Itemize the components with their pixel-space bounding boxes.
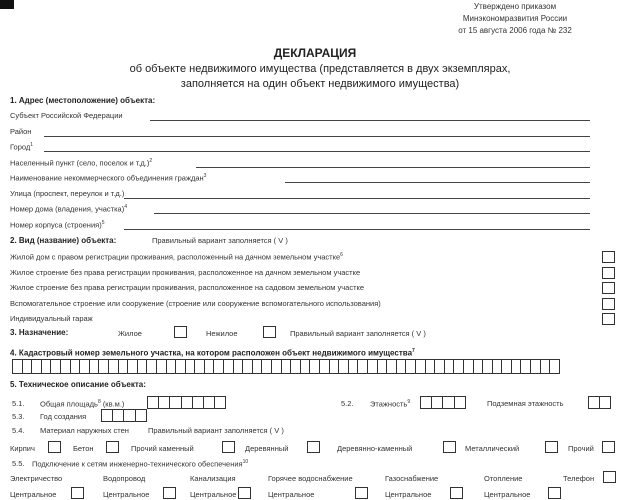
address-field-text: Номер корпуса (строения) <box>10 220 102 229</box>
r54-hint: Правильный вариант заполняется ( V ) <box>148 426 284 435</box>
wall-material-label: Деревянный <box>245 444 289 453</box>
utility-central-label: Центральное <box>484 490 531 499</box>
utility-label: Канализация <box>190 474 236 483</box>
r53-label: Год создания <box>40 412 87 421</box>
section4-sup: 7 <box>412 348 415 354</box>
address-input-line[interactable] <box>44 151 590 152</box>
object-type-option-text: Жилой дом с правом регистрации проживания, расположенный на дачном земельном участке <box>10 252 341 262</box>
r51-sup: 8 <box>97 399 101 405</box>
address-input-line[interactable] <box>44 136 590 137</box>
address-input-line[interactable] <box>124 229 590 230</box>
address-input-line[interactable] <box>124 198 590 199</box>
section4-heading <box>10 348 415 358</box>
object-type-option-text: Индивидуальный гараж <box>10 314 93 323</box>
document-subtitle <box>40 62 600 92</box>
address-field-label <box>10 127 31 136</box>
utility-central-label: Центральное <box>385 490 432 499</box>
address-field-label <box>10 158 152 168</box>
address-field-text: Район <box>10 126 32 136</box>
wall-material-label: Бетон <box>73 444 94 453</box>
r55-label <box>32 459 248 469</box>
utility-label: Водопровод <box>103 474 146 483</box>
r52-label-text: Этажность <box>370 399 408 409</box>
section3-hint: Правильный вариант заполняется ( V ) <box>290 329 426 338</box>
object-type-option-text: Жилое строение без права регистрации проживания, расположенное на садовом земельном участке <box>10 283 365 292</box>
address-field-sup: 4 <box>124 204 128 210</box>
document-title: ДЕКЛАРАЦИЯ <box>273 46 357 60</box>
address-field-label <box>10 173 206 183</box>
total-area-field[interactable] <box>147 396 225 409</box>
approval-line: от 15 августа 2006 года № 232 <box>458 26 572 35</box>
purpose-residential-label: Жилое <box>118 329 142 338</box>
utility-label: Электричество <box>10 474 63 483</box>
utility-phone-checkbox[interactable] <box>603 471 616 483</box>
r51-number: 5.1. <box>12 399 25 408</box>
utility-central-checkbox[interactable] <box>548 487 561 499</box>
corner-mark <box>0 0 14 9</box>
wall-material-label: Прочий каменный <box>131 444 194 453</box>
address-field-label <box>10 189 124 198</box>
object-type-checkbox[interactable] <box>602 251 615 263</box>
object-type-option-label <box>10 252 343 262</box>
utility-label: Газоснабжение <box>385 474 439 483</box>
section4-text: 4. Кадастровый номер земельного участка, на котором расположен объект недвижимого имущества <box>10 348 413 358</box>
wall-material-label: Прочий <box>568 444 594 453</box>
address-input-line[interactable] <box>150 120 590 121</box>
utility-label: Отопление <box>484 474 523 483</box>
address-field-sup: 2 <box>149 157 153 164</box>
utility-central-label: Центральное <box>268 490 315 499</box>
r51-label <box>40 399 124 409</box>
r54-number: 5.4. <box>12 426 25 435</box>
utility-central-checkbox[interactable] <box>163 487 176 499</box>
r51-label-text: Общая площадь <box>40 399 98 409</box>
input-cell[interactable] <box>135 409 147 422</box>
wall-material-label: Кирпич <box>10 444 35 453</box>
address-field-label <box>10 220 104 230</box>
utility-central-checkbox[interactable] <box>355 487 368 499</box>
address-input-line[interactable] <box>285 182 590 183</box>
address-field-text: Номер дома (владения, участка) <box>10 204 125 214</box>
section5-heading: 5. Техническое описание объекта: <box>10 380 146 389</box>
floors-field[interactable] <box>420 396 465 409</box>
section2-hint: Правильный вариант заполняется ( V ) <box>152 236 288 245</box>
object-type-option-label <box>10 299 381 308</box>
address-field-text: Субъект Российской Федерации <box>10 111 123 120</box>
cadastral-number-field[interactable] <box>12 359 559 374</box>
input-cell[interactable] <box>214 396 226 409</box>
address-field-text: Улица (проспект, переулок и т.д.) <box>10 188 125 198</box>
object-type-checkbox[interactable] <box>602 267 615 279</box>
address-field-label <box>10 142 33 152</box>
approval-line: Минэкономразвития России <box>462 14 568 23</box>
purpose-nonresidential-label: Нежилое <box>206 329 238 338</box>
address-field-sup: 5 <box>101 219 105 226</box>
year-created-field[interactable] <box>101 409 146 422</box>
input-cell[interactable] <box>454 396 466 409</box>
r52-label <box>370 399 410 409</box>
utility-central-label: Центральное <box>10 490 57 499</box>
input-cell[interactable] <box>599 396 611 409</box>
r54-label: Материал наружных стен <box>40 426 129 435</box>
address-field-text: Город <box>10 142 31 152</box>
subtitle-line: заполняется на один объект недвижимого имущества) <box>180 78 460 90</box>
utility-central-checkbox[interactable] <box>450 487 463 499</box>
address-field-sup: 3 <box>203 173 207 179</box>
r52-number: 5.2. <box>341 399 354 408</box>
r55-label-text: Подключение к сетям инженерно-технического обеспечения <box>32 459 243 469</box>
approval-stamp <box>440 1 590 37</box>
object-type-option-label <box>10 314 93 323</box>
object-type-checkbox[interactable] <box>602 282 615 294</box>
wall-material-checkbox[interactable] <box>307 441 320 453</box>
section1-heading: 1. Адрес (местоположение) объекта: <box>10 96 156 105</box>
address-field-text: Наименование некоммерческого объединения граждан <box>10 173 204 183</box>
approval-line: Утверждено приказом <box>473 2 557 11</box>
r55-sup: 10 <box>242 459 249 465</box>
r53-number: 5.3. <box>12 412 25 421</box>
object-type-option-text: Вспомогательное строение или сооружение (строение или сооружение вспомогательного использования) <box>10 298 381 308</box>
address-field-text: Населенный пункт (село, поселок и т.д.) <box>10 158 150 167</box>
r55-number: 5.5. <box>12 459 25 468</box>
wall-material-checkbox[interactable] <box>48 441 61 453</box>
utility-central-label: Центральное <box>190 490 237 499</box>
utility-central-label: Центральное <box>103 490 150 499</box>
underground-floors-field[interactable] <box>588 396 610 409</box>
wall-material-checkbox[interactable] <box>106 441 119 453</box>
object-type-checkbox[interactable] <box>602 298 615 310</box>
section3-heading: 3. Назначение: <box>10 328 69 337</box>
utility-label: Горячее водоснабжение <box>268 474 353 483</box>
wall-material-checkbox[interactable] <box>545 441 558 453</box>
purpose-nonresidential-checkbox[interactable] <box>263 326 276 338</box>
purpose-residential-checkbox[interactable] <box>174 326 187 338</box>
object-type-option-label <box>10 283 364 292</box>
wall-material-checkbox[interactable] <box>602 441 615 453</box>
utility-central-checkbox[interactable] <box>238 487 251 499</box>
object-type-option-sup: 6 <box>340 252 343 258</box>
object-type-option-text: Жилое строение без права регистрации проживания, расположенное на дачном земельном участке <box>10 267 361 277</box>
address-field-label <box>10 204 127 214</box>
wall-material-checkbox[interactable] <box>222 441 235 453</box>
wall-material-checkbox[interactable] <box>443 441 456 453</box>
wall-material-label: Металлический <box>465 444 520 453</box>
input-cell[interactable] <box>549 359 560 374</box>
object-type-option-label <box>10 268 360 277</box>
r51-unit: (кв.м.) <box>102 399 125 409</box>
object-type-checkbox[interactable] <box>602 313 615 325</box>
address-field-sup: 1 <box>30 142 34 148</box>
address-input-line[interactable] <box>154 213 590 214</box>
utility-central-checkbox[interactable] <box>71 487 84 499</box>
address-field-label <box>10 111 123 120</box>
subtitle-line: об объекте недвижимого имущества (представляется в двух экземплярах, <box>129 63 511 75</box>
address-input-line[interactable] <box>196 167 590 168</box>
section2-heading: 2. Вид (название) объекта: <box>10 236 117 245</box>
utility-label: Телефон <box>563 474 595 483</box>
r52-right-label: Подземная этажность <box>487 399 564 408</box>
wall-material-label: Деревянно-каменный <box>337 444 413 453</box>
r52-sup: 9 <box>407 399 411 405</box>
